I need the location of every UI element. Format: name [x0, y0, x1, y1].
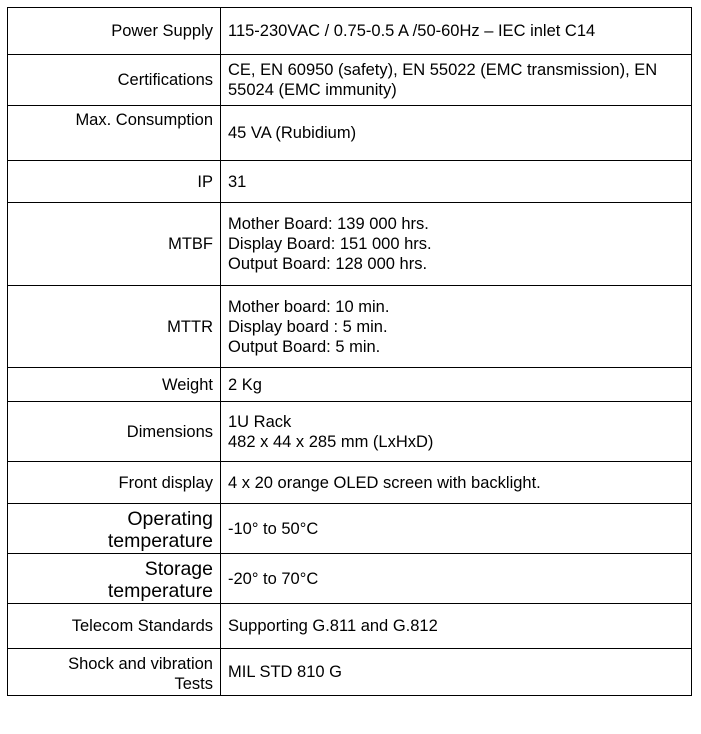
- table-row: [8, 649, 692, 696]
- row-label-storage-temperature: [8, 554, 221, 604]
- row-value-line: Display board : 5 min.: [228, 317, 388, 336]
- table-row: [8, 286, 692, 368]
- row-value-text: 31: [228, 172, 247, 191]
- row-value-line: Output Board: 128 000 hrs.: [228, 255, 428, 273]
- row-label-dimensions: [8, 402, 221, 462]
- table-row: [8, 368, 692, 402]
- row-label-telecom-standards: [8, 604, 221, 649]
- row-value-line: Mother board: 10 min.: [228, 297, 390, 316]
- row-value-mttr: [221, 286, 692, 368]
- row-label-line: Storage: [144, 558, 213, 580]
- row-label-text: IP: [197, 172, 213, 191]
- table-row: [8, 402, 692, 462]
- row-label-weight: [8, 368, 221, 402]
- row-value-text: MIL STD 810 G: [228, 663, 343, 681]
- row-label-certifications: [8, 55, 221, 106]
- row-value-power-supply: [221, 8, 692, 55]
- row-value-text: 2 Kg: [228, 375, 262, 394]
- row-label-line: Tests: [174, 675, 213, 693]
- table-row: [8, 203, 692, 286]
- row-label-text: Power Supply: [111, 22, 213, 40]
- row-value-storage-temperature: [221, 554, 692, 604]
- row-label-text: Max. Consumption: [75, 111, 213, 129]
- row-label-line: Operating: [127, 508, 213, 530]
- table-row: [8, 504, 692, 554]
- row-label-ip: [8, 161, 221, 203]
- table-row: [8, 554, 692, 604]
- row-value-text: CE, EN 60950 (safety), EN 55022 (EMC transmission), EN 55024 (EMC immunity): [228, 61, 658, 99]
- row-label-line: temperature: [107, 580, 213, 602]
- row-value-text: 115-230VAC / 0.75-0.5 A /50-60Hz – IEC inlet C14: [228, 22, 596, 40]
- row-value-shock-vibration-tests: [221, 649, 692, 696]
- row-label-operating-temperature: [8, 504, 221, 554]
- row-label-front-display: [8, 462, 221, 504]
- row-value-ip: [221, 161, 692, 203]
- row-label-text: MTTR: [167, 317, 213, 336]
- row-label-text: Weight: [161, 375, 213, 394]
- specifications-table: [7, 7, 692, 696]
- row-value-text: 4 x 20 orange OLED screen with backlight.: [228, 473, 541, 492]
- table-row: [8, 462, 692, 504]
- row-value-front-display: [221, 462, 692, 504]
- row-value-certifications: [221, 55, 692, 106]
- row-label-power-supply: [8, 8, 221, 55]
- table-row: [8, 106, 692, 161]
- row-label-max-consumption: [8, 106, 221, 161]
- row-label-text: Front display: [118, 473, 213, 492]
- row-label-text: Dimensions: [126, 422, 213, 441]
- table-row: [8, 55, 692, 106]
- row-label-mtbf: [8, 203, 221, 286]
- row-value-max-consumption: [221, 106, 692, 161]
- table-row: [8, 8, 692, 55]
- row-label-text: Telecom Standards: [71, 617, 213, 635]
- row-value-line: Display Board: 151 000 hrs.: [228, 235, 432, 253]
- row-value-line: 1U Rack: [228, 412, 292, 431]
- row-label-text: MTBF: [168, 235, 213, 253]
- row-value-line: 482 x 44 x 285 mm (LxHxD): [228, 432, 434, 451]
- row-value-weight: [221, 368, 692, 402]
- row-value-text: -20° to 70°C: [228, 569, 319, 588]
- row-value-line: Output Board: 5 min.: [228, 337, 381, 356]
- row-label-line: temperature: [107, 530, 213, 552]
- table-row: [8, 161, 692, 203]
- row-value-mtbf: [221, 203, 692, 286]
- row-value-text: -10° to 50°C: [228, 519, 319, 538]
- table-row: [8, 604, 692, 649]
- row-value-text: Supporting G.811 and G.812: [228, 617, 438, 635]
- row-label-mttr: [8, 286, 221, 368]
- row-value-dimensions: [221, 402, 692, 462]
- row-value-telecom-standards: [221, 604, 692, 649]
- row-label-shock-vibration-tests: [8, 649, 221, 696]
- row-value-text: 45 VA (Rubidium): [228, 124, 357, 142]
- row-label-text: Certifications: [117, 71, 213, 89]
- row-value-operating-temperature: [221, 504, 692, 554]
- row-label-line: Shock and vibration: [68, 655, 213, 673]
- row-value-line: Mother Board: 139 000 hrs.: [228, 215, 429, 233]
